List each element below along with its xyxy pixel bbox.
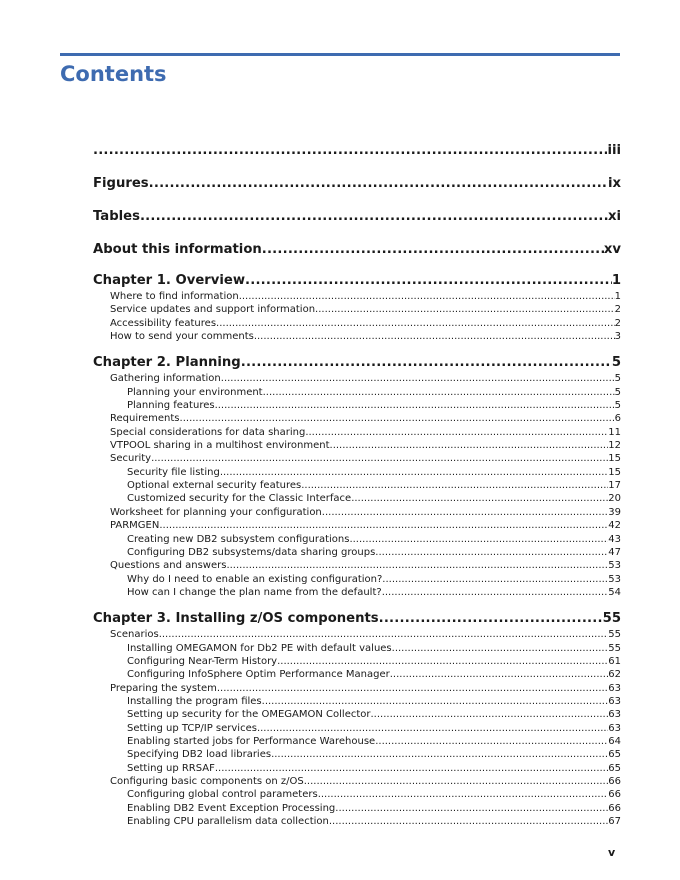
toc-leader-dots — [216, 317, 615, 330]
toc-entry-label: Where to find information — [110, 291, 239, 302]
toc-leader-dots — [379, 609, 603, 628]
toc-entry[interactable] — [93, 815, 621, 828]
toc-entry[interactable] — [93, 330, 621, 343]
toc-leader-dots — [330, 439, 609, 452]
toc-entry-label: VTPOOL sharing in a multihost environment — [110, 440, 330, 452]
toc-entry[interactable] — [93, 559, 621, 572]
toc-entry-page: 6 — [614, 413, 621, 425]
toc-leader-dots — [159, 519, 608, 532]
toc-entry[interactable] — [93, 290, 621, 303]
toc-entry[interactable] — [93, 533, 621, 546]
toc-leader-dots — [318, 788, 609, 801]
toc-entry-page: 1 — [614, 291, 621, 302]
toc-leader-dots — [262, 695, 609, 708]
toc-leader-dots — [151, 452, 608, 465]
toc-chapter-entry[interactable] — [93, 141, 621, 160]
toc-entry[interactable] — [93, 628, 621, 641]
toc-entry-label: Customized security for the Classic Interface — [127, 493, 352, 505]
toc-entry[interactable] — [93, 682, 621, 695]
toc-leader-dots — [335, 802, 608, 815]
toc-leader-dots — [226, 559, 608, 572]
toc-entry-label: Service updates and support information — [110, 304, 316, 316]
toc-leader-dots — [245, 271, 612, 290]
toc-entry[interactable] — [93, 546, 621, 559]
toc-entry-page: 55 — [608, 629, 621, 641]
toc-entry[interactable] — [93, 372, 621, 385]
toc-leader-dots — [390, 668, 609, 681]
toc-entry-page: 5 — [614, 386, 621, 398]
toc-leader-dots — [149, 174, 608, 193]
toc-chapter-entry[interactable] — [93, 174, 621, 193]
toc-entry-label: Creating new DB2 subsystem configurations — [127, 533, 350, 545]
toc-entry-label: Configuring global control parameters — [127, 789, 318, 801]
toc-entry[interactable] — [93, 722, 621, 735]
toc-entry[interactable] — [93, 452, 621, 465]
toc-entry[interactable] — [93, 802, 621, 815]
toc-entry-page: 5 — [614, 400, 621, 412]
toc-entry-label: Gathering information — [110, 373, 221, 385]
toc-entry-page: 5 — [611, 355, 621, 371]
toc-entry-page: 17 — [608, 480, 621, 492]
toc-entry-page: 63 — [608, 709, 621, 721]
toc-entry-label: Scenarios — [110, 629, 159, 641]
toc-leader-dots — [351, 492, 608, 505]
toc-entry-label: PARMGEN — [110, 520, 160, 532]
toc-leader-dots — [382, 586, 609, 599]
toc-entry[interactable] — [93, 479, 621, 492]
toc-entry-label: Accessibility features — [110, 317, 217, 329]
toc-entry-page: 63 — [608, 682, 621, 694]
toc-leader-dots — [305, 426, 608, 439]
toc-entry[interactable] — [93, 412, 621, 425]
toc-leader-dots — [215, 399, 615, 412]
toc-entry-page: 53 — [608, 560, 621, 572]
toc-leader-dots — [375, 546, 608, 559]
toc-entry-label: Enabling DB2 Event Exception Processing — [127, 802, 336, 814]
toc-entry-label: Security — [110, 453, 152, 465]
toc-entry[interactable] — [93, 762, 621, 775]
toc-entry[interactable] — [93, 303, 621, 316]
toc-leader-dots — [301, 479, 608, 492]
toc-entry-label: Configuring DB2 subsystems/data sharing groups — [127, 546, 376, 558]
toc-leader-dots — [329, 815, 608, 828]
toc-chapter-entry[interactable] — [93, 271, 621, 290]
toc-entry[interactable] — [93, 708, 621, 721]
toc-entry-label: Installing the program files — [127, 695, 262, 707]
toc-entry[interactable] — [93, 748, 621, 761]
toc-entry-page: 15 — [608, 453, 621, 465]
toc-leader-dots — [93, 141, 607, 160]
toc-entry-page: 63 — [608, 722, 621, 734]
toc-entry-page: 61 — [608, 655, 621, 667]
toc-entry-label: Configuring basic components on z/OS — [110, 776, 304, 787]
toc-entry-page: xv — [603, 242, 621, 257]
toc-entry-label: Enabling started jobs for Performance Warehouse — [127, 735, 376, 747]
toc-entry-label: Special considerations for data sharing — [110, 426, 306, 438]
toc-entry-page: 55 — [602, 611, 621, 627]
toc-leader-dots — [254, 330, 615, 343]
toc-entry[interactable] — [93, 573, 621, 586]
toc-entry[interactable] — [93, 642, 621, 655]
toc-entry[interactable] — [93, 506, 621, 519]
toc-entry-label: Configuring Near-Term History — [127, 655, 278, 667]
toc-leader-dots — [239, 290, 615, 303]
toc-entry[interactable] — [93, 426, 621, 439]
toc-leader-dots — [277, 655, 608, 668]
toc-leader-dots — [220, 466, 608, 479]
toc-leader-dots — [349, 533, 608, 546]
toc-entry[interactable] — [93, 519, 621, 532]
toc-entry-page: 65 — [608, 762, 621, 774]
toc-entry[interactable] — [93, 668, 621, 681]
toc-leader-dots — [392, 642, 609, 655]
toc-entry-page: 53 — [608, 573, 621, 585]
toc-entry-page: 65 — [608, 749, 621, 761]
toc-entry-label: Chapter 3. Installing z/OS components — [93, 611, 379, 627]
toc-entry-page: 66 — [608, 789, 621, 801]
toc-entry[interactable] — [93, 655, 621, 668]
toc-entry[interactable] — [93, 492, 621, 505]
toc-entry-label: Configuring InfoSphere Optim Performance Manager — [127, 669, 390, 681]
toc-entry-label: Optional external security features — [127, 480, 302, 492]
toc-chapter-entry[interactable] — [93, 207, 621, 226]
toc-entry[interactable] — [93, 466, 621, 479]
toc-entry-page: 63 — [608, 695, 621, 707]
toc-leader-dots — [159, 628, 609, 641]
toc-entry-label: Questions and answers — [110, 560, 227, 572]
toc-leader-dots — [304, 775, 609, 788]
toc-entry-label: Specifying DB2 load libraries — [127, 749, 272, 761]
toc-entry-page: 39 — [608, 506, 621, 518]
page-number: v — [608, 846, 616, 859]
toc-entry[interactable] — [93, 439, 621, 452]
page-title: Contents — [60, 62, 167, 86]
toc-entry-label: Planning features — [127, 400, 215, 412]
toc-entry-label: Setting up TCP/IP services — [127, 722, 257, 734]
toc-chapter-entry[interactable] — [93, 240, 621, 259]
toc-leader-dots — [217, 682, 608, 695]
toc-entry-label: Chapter 1. Overview — [93, 273, 246, 288]
toc-entry-page: 2 — [614, 304, 621, 316]
toc-entry[interactable] — [93, 775, 621, 788]
toc-entry-page: 54 — [608, 586, 621, 598]
toc-leader-dots — [375, 735, 608, 748]
toc-entry-label: How can I change the plan name from the default? — [127, 586, 382, 598]
toc-entry-label: Tables — [93, 209, 140, 224]
toc-entry-page: 12 — [608, 440, 621, 452]
header-rule — [60, 53, 620, 56]
toc-entry-label: Preparing the system — [110, 682, 217, 694]
toc-entry[interactable] — [93, 317, 621, 330]
toc-entry-page: 62 — [608, 669, 621, 681]
toc-entry-page: 5 — [614, 373, 621, 385]
toc-leader-dots — [140, 207, 608, 226]
toc-entry[interactable] — [93, 695, 621, 708]
toc-entry-page: 42 — [608, 520, 621, 532]
toc-entry-page: xi — [607, 209, 621, 224]
toc-entry-page: 66 — [608, 776, 621, 787]
toc-entry-page: 47 — [608, 546, 621, 558]
toc-entry-label: Planning your environment — [127, 386, 263, 398]
toc-entry-page: 64 — [608, 735, 621, 747]
toc-leader-dots — [257, 722, 608, 735]
toc-entry-page: 1 — [611, 273, 621, 288]
toc-leader-dots — [262, 240, 604, 259]
toc-entry[interactable] — [93, 586, 621, 599]
toc-leader-dots — [371, 708, 609, 721]
table-of-contents — [93, 141, 621, 828]
toc-entry[interactable] — [93, 386, 621, 399]
toc-entry-page: 66 — [608, 802, 621, 814]
toc-entry-page: ix — [607, 176, 621, 191]
toc-entry-page: 55 — [608, 642, 621, 654]
toc-entry-label: Security file listing — [127, 466, 220, 478]
toc-leader-dots — [315, 303, 615, 316]
toc-entry[interactable] — [93, 735, 621, 748]
toc-entry-page: 67 — [608, 816, 621, 828]
toc-entry-page: 3 — [614, 331, 621, 343]
toc-entry-label: Worksheet for planning your configuration — [110, 506, 322, 518]
toc-leader-dots — [263, 386, 615, 399]
toc-entry-label: Why do I need to enable an existing configuration? — [127, 573, 383, 585]
toc-entry-page: iii — [607, 143, 621, 158]
toc-leader-dots — [271, 748, 608, 761]
toc-entry-page: 20 — [608, 493, 621, 505]
toc-entry-page: 15 — [608, 466, 621, 478]
toc-entry-page: 2 — [614, 317, 621, 329]
toc-entry[interactable] — [93, 399, 621, 412]
toc-entry-label: Setting up security for the OMEGAMON Collector — [127, 709, 371, 721]
toc-entry-label: Installing OMEGAMON for Db2 PE with default values — [127, 642, 392, 654]
toc-entry-label: Requirements — [110, 413, 180, 425]
toc-chapter-entry[interactable] — [93, 609, 621, 628]
toc-entry-label: Figures — [93, 176, 149, 191]
toc-chapter-entry[interactable] — [93, 353, 621, 372]
toc-leader-dots — [221, 372, 615, 385]
toc-entry-label: Enabling CPU parallelism data collection — [127, 816, 329, 828]
toc-entry-label: About this information — [93, 242, 262, 257]
toc-entry[interactable] — [93, 788, 621, 801]
toc-leader-dots — [241, 353, 612, 372]
toc-leader-dots — [215, 762, 608, 775]
toc-leader-dots — [322, 506, 608, 519]
toc-entry-page: 11 — [608, 426, 621, 438]
toc-entry-label: Setting up RRSAF — [127, 762, 215, 774]
toc-entry-label: How to send your comments — [110, 331, 254, 343]
toc-entry-label: Chapter 2. Planning — [93, 355, 241, 371]
toc-entry-page: 43 — [608, 533, 621, 545]
toc-leader-dots — [180, 412, 615, 425]
toc-leader-dots — [382, 573, 608, 586]
